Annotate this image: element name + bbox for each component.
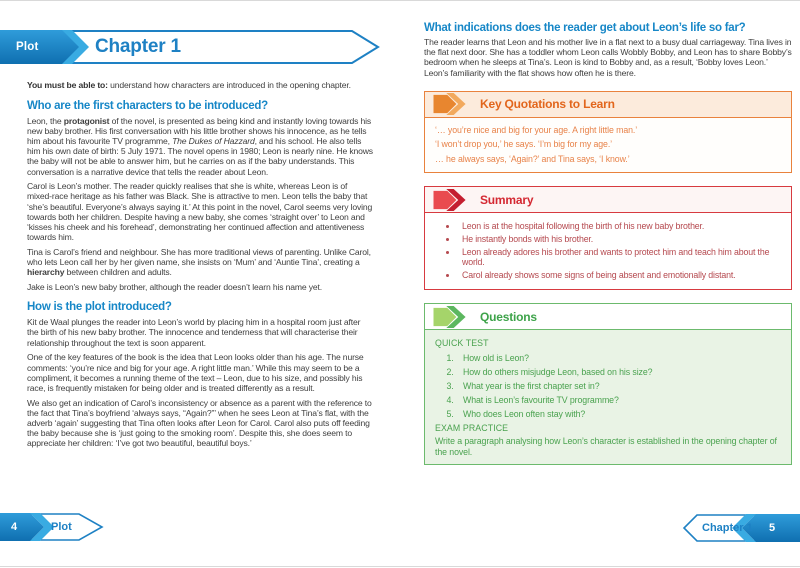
body-paragraph: We also get an indication of Carol’s inconsistency or absence as a parent with the reference to the fact that Tina’s boyfriend ‘always says, “Again?”’ when he sees Leon at Tina’s flat, with the adverb ‘again’ suggesting that Tina often looks after Leon for Carol. Carol also puts off feeding the baby because she is ‘just going to the smoking room’. Despite this, she does seem to appreciate her children: ‘I’ve got two beautiful, beautiful boys.’ [27,397,372,449]
left-page-content [27,1,373,453]
quotation-line: ‘I won’t drop you,’ he says. ‘I’m big for my age.’ [435,139,613,150]
footer-left [0,513,104,541]
exam-practice-task: Write a paragraph analysing how Leon’s character is established in the opening chapter of the novel. [435,436,777,457]
questions-header [425,304,791,330]
quotation-line: ‘… you’re nice and big for your age. A right little man.’ [435,124,638,135]
quick-test-list [435,353,781,420]
section-heading-leons-life: What indications does the reader get about Leon’s life so far? [424,22,746,34]
summary-body [425,213,791,289]
body-paragraph: Carol is Leon’s mother. The reader quickly realises that she is white, whereas Leon is of mixed-race heritage as his father was Black. She is attractive to men. Leon tells the baby that ‘she’s beautiful. Everyone’s always saying it.’ At this point in the novel, Carol seems very loving towards both her children. Despite having a new baby, she comes ‘straight over’ to Leon and ‘kisses his cheek and his forehead’, demonstrating her continued affection and attentiveness towards him. [27,181,373,243]
questions-body [425,330,791,464]
page-left [0,1,400,568]
quick-test-question: 2. How do others misjudge Leon, based on his size? [456,367,781,378]
arrow-right-icon [432,189,468,211]
summary-bullet: • Leon is at the hospital following the birth of his new baby brother. [458,221,781,232]
summary-box [424,186,792,290]
arrow-right-icon [432,306,468,328]
key-quotations-title: Key Quotations to Learn [480,97,615,112]
questions-title: Questions [480,309,537,324]
key-quotations-body [425,118,791,173]
summary-list [435,221,781,281]
section-heading-characters: Who are the first characters to be introduced? [27,99,268,112]
section-heading-plot: How is the plot introduced? [27,301,172,314]
chapter-title: Chapter 1 [95,36,181,57]
body-paragraph: Jake is Leon’s new baby brother, although the reader doesn’t learn his name yet. [27,282,323,293]
page-right [424,1,792,568]
body-paragraph: Leon, the protagonist of the novel, is presented as being kind and instantly loving towards his new baby brother. His first conversation with his little brother shows his innocence, as he tells him about his favourite TV programme, The Dukes of Hazzard, and his school. He also tells him his own date of birth: 5 July 1971. The novel opens in 1980; Leon is nearly nine. He knows the baby will not be able to answer him, but he carries on as if the baby understands. This conversation is a narrative device that tells the reader about Leon. [27,115,373,177]
quick-test-question: 3. What year is the first chapter set in? [456,381,781,392]
questions-box [424,303,792,465]
footer-right [682,514,800,542]
footer-chapter-label: Chapter 1 [702,522,753,534]
quotation-line: … he always says, ‘Again?’ and Tina says, ‘I know.’ [435,153,630,164]
summary-title: Summary [480,192,534,207]
body-paragraph: Kit de Waal plunges the reader into Leon’s world by placing him in a hospital room just after the birth of his new baby brother. The innocence and tenderness that will characterise their relationship throughout the text is soon apparent. [27,317,361,348]
section-characters-paragraphs [27,116,373,293]
learning-objective [27,80,373,91]
page-number: 4 [11,521,18,533]
section-tab-label: Plot [16,41,39,53]
quick-test-label: QUICK TEST [435,338,489,349]
summary-bullet: • Leon already adores his brother and wants to protect him and teach him about the world. [458,247,781,268]
key-quotations-box [424,91,792,174]
key-quotations-header [425,92,791,118]
quick-test-question: 1. How old is Leon? [456,353,781,364]
footer-section-label: Plot [51,521,72,533]
summary-header [425,187,791,213]
quick-test-question: 5. Who does Leon often stay with? [456,409,781,420]
body-paragraph: One of the key features of the book is the idea that Leon looks older than his age. The nurse comments: ‘you’re nice and big for your age. A right little man.’ While this may seem to be a compliment, it becomes a running theme of the text – Leon, due to his size, and possibly his race, is frequently mistaken for being older and is treated differently as a result. [27,352,364,393]
section-plot-paragraphs [27,317,373,448]
page-number: 5 [769,522,776,534]
quick-test-question: 4. What is Leon’s favourite TV programme? [456,395,781,406]
exam-practice-label: EXAM PRACTICE [435,423,509,434]
objective-text: understand how characters are introduced in the opening chapter. [107,80,351,90]
body-paragraph: Tina is Carol’s friend and neighbour. She has more traditional views of parenting. Unlike Carol, who lets Leon call her by her given name, she insists on ‘Mum’ and ‘Auntie Tina’, creating a hierarchy between children and adults. [27,246,371,278]
summary-bullet: • He instantly bonds with his brother. [458,234,781,245]
summary-bullet: • Carol already shows some signs of being absent and emotionally distant. [458,270,781,281]
objective-lead: You must be able to: [27,80,108,90]
intro-paragraph: The reader learns that Leon and his mother live in a flat next to a busy dual carriageway. Tina lives in the flat next door. She has a toddler whom Leon calls Wobbly Bobby, and Leon has to share Bobby’s bedroom when he sleeps at Tina’s. Leon is kind to Bobby and, as a result, ‘Bobby loves Leon.’ Leon’s familiarity with the flat shows how often he is there. [424,37,792,78]
arrow-right-icon [432,93,468,115]
